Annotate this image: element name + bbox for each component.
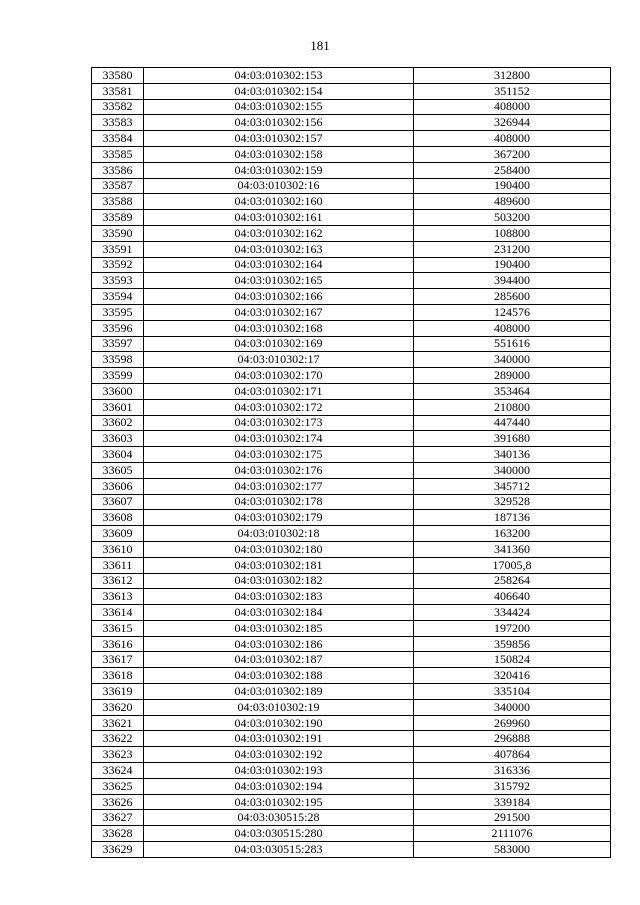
- cadastral-value-cell: 289000: [414, 368, 611, 384]
- cadastral-value-cell: 447440: [414, 415, 611, 431]
- table-row: [92, 589, 611, 605]
- cadastral-number-cell: 04:03:010302:158: [144, 146, 414, 162]
- row-number-cell: 33618: [92, 668, 144, 684]
- cadastral-value-cell: 329528: [414, 494, 611, 510]
- cadastral-value-cell: 407864: [414, 747, 611, 763]
- table-row: [92, 68, 611, 84]
- row-number-cell: 33627: [92, 810, 144, 826]
- cadastral-value-cell: 258400: [414, 162, 611, 178]
- cadastral-value-cell: 291500: [414, 810, 611, 826]
- cadastral-value-cell: 2111076: [414, 826, 611, 842]
- cadastral-number-cell: 04:03:010302:164: [144, 257, 414, 273]
- table-row: [92, 225, 611, 241]
- row-number-cell: 33603: [92, 431, 144, 447]
- row-number-cell: 33583: [92, 115, 144, 131]
- row-number-cell: 33628: [92, 826, 144, 842]
- cadastral-number-cell: 04:03:010302:170: [144, 368, 414, 384]
- row-number-cell: 33608: [92, 510, 144, 526]
- row-number-cell: 33619: [92, 684, 144, 700]
- table-row: [92, 715, 611, 731]
- cadastral-number-cell: 04:03:010302:181: [144, 557, 414, 573]
- cadastral-value-cell: 150824: [414, 652, 611, 668]
- row-number-cell: 33616: [92, 636, 144, 652]
- table-row: [92, 162, 611, 178]
- row-number-cell: 33626: [92, 794, 144, 810]
- cadastral-value-cell: 315792: [414, 778, 611, 794]
- row-number-cell: 33599: [92, 368, 144, 384]
- cadastral-value-cell: 408000: [414, 99, 611, 115]
- cadastral-value-cell: 210800: [414, 399, 611, 415]
- table-row: [92, 778, 611, 794]
- row-number-cell: 33602: [92, 415, 144, 431]
- table-row: [92, 684, 611, 700]
- cadastral-value-cell: 190400: [414, 257, 611, 273]
- cadastral-number-cell: 04:03:010302:162: [144, 225, 414, 241]
- cadastral-number-cell: 04:03:010302:161: [144, 210, 414, 226]
- row-number-cell: 33614: [92, 605, 144, 621]
- cadastral-value-cell: 345712: [414, 478, 611, 494]
- table-row: [92, 652, 611, 668]
- cadastral-number-cell: 04:03:010302:182: [144, 573, 414, 589]
- table-row: [92, 557, 611, 573]
- cadastral-value-cell: 408000: [414, 320, 611, 336]
- cadastral-number-cell: 04:03:010302:175: [144, 447, 414, 463]
- row-number-cell: 33590: [92, 225, 144, 241]
- cadastral-number-cell: 04:03:010302:177: [144, 478, 414, 494]
- table-row: [92, 620, 611, 636]
- cadastral-value-cell: 583000: [414, 842, 611, 858]
- row-number-cell: 33598: [92, 352, 144, 368]
- cadastral-value-cell: 341360: [414, 541, 611, 557]
- cadastral-value-cell: 269960: [414, 715, 611, 731]
- table-row: [92, 383, 611, 399]
- table-row: [92, 510, 611, 526]
- row-number-cell: 33600: [92, 383, 144, 399]
- row-number-cell: 33615: [92, 620, 144, 636]
- table-row: [92, 257, 611, 273]
- cadastral-number-cell: 04:03:010302:174: [144, 431, 414, 447]
- table-row: [92, 178, 611, 194]
- cadastral-number-cell: 04:03:010302:194: [144, 778, 414, 794]
- table-row: [92, 794, 611, 810]
- row-number-cell: 33604: [92, 447, 144, 463]
- table-row: [92, 194, 611, 210]
- row-number-cell: 33582: [92, 99, 144, 115]
- row-number-cell: 33609: [92, 526, 144, 542]
- table-row: [92, 336, 611, 352]
- cadastral-value-cell: 124576: [414, 304, 611, 320]
- cadastral-number-cell: 04:03:010302:169: [144, 336, 414, 352]
- table-row: [92, 131, 611, 147]
- table-row: [92, 747, 611, 763]
- table-row: [92, 810, 611, 826]
- row-number-cell: 33605: [92, 462, 144, 478]
- table-row: [92, 605, 611, 621]
- cadastral-number-cell: 04:03:010302:179: [144, 510, 414, 526]
- cadastral-value-cell: 320416: [414, 668, 611, 684]
- cadastral-number-cell: 04:03:010302:185: [144, 620, 414, 636]
- cadastral-value-cell: 391680: [414, 431, 611, 447]
- cadastral-number-cell: 04:03:010302:172: [144, 399, 414, 415]
- row-number-cell: 33613: [92, 589, 144, 605]
- cadastral-number-cell: 04:03:010302:192: [144, 747, 414, 763]
- row-number-cell: 33611: [92, 557, 144, 573]
- cadastral-value-cell: 408000: [414, 131, 611, 147]
- row-number-cell: 33606: [92, 478, 144, 494]
- row-number-cell: 33623: [92, 747, 144, 763]
- table-row: [92, 289, 611, 305]
- row-number-cell: 33596: [92, 320, 144, 336]
- cadastral-value-cell: 359856: [414, 636, 611, 652]
- row-number-cell: 33581: [92, 83, 144, 99]
- row-number-cell: 33587: [92, 178, 144, 194]
- table-row: [92, 842, 611, 858]
- cadastral-number-cell: 04:03:010302:195: [144, 794, 414, 810]
- cadastral-value-cell: 316336: [414, 763, 611, 779]
- cadastral-number-cell: 04:03:010302:157: [144, 131, 414, 147]
- cadastral-value-cell: 340136: [414, 447, 611, 463]
- cadastral-number-cell: 04:03:010302:17: [144, 352, 414, 368]
- cadastral-number-cell: 04:03:010302:19: [144, 699, 414, 715]
- cadastral-value-cell: 197200: [414, 620, 611, 636]
- row-number-cell: 33624: [92, 763, 144, 779]
- row-number-cell: 33585: [92, 146, 144, 162]
- cadastral-number-cell: 04:03:010302:153: [144, 68, 414, 84]
- row-number-cell: 33625: [92, 778, 144, 794]
- table-row: [92, 399, 611, 415]
- row-number-cell: 33597: [92, 336, 144, 352]
- table-row: [92, 478, 611, 494]
- cadastral-number-cell: 04:03:010302:165: [144, 273, 414, 289]
- table-row: [92, 573, 611, 589]
- row-number-cell: 33593: [92, 273, 144, 289]
- table-row: [92, 763, 611, 779]
- cadastral-number-cell: 04:03:030515:283: [144, 842, 414, 858]
- cadastral-value-cell: 258264: [414, 573, 611, 589]
- table-row: [92, 494, 611, 510]
- row-number-cell: 33594: [92, 289, 144, 305]
- row-number-cell: 33622: [92, 731, 144, 747]
- cadastral-number-cell: 04:03:010302:193: [144, 763, 414, 779]
- table-row: [92, 210, 611, 226]
- cadastral-value-cell: 334424: [414, 605, 611, 621]
- cadastral-value-cell: 231200: [414, 241, 611, 257]
- row-number-cell: 33589: [92, 210, 144, 226]
- row-number-cell: 33595: [92, 304, 144, 320]
- table-row: [92, 526, 611, 542]
- cadastral-value-cell: 340000: [414, 462, 611, 478]
- cadastral-value-table: [91, 67, 611, 858]
- row-number-cell: 33591: [92, 241, 144, 257]
- cadastral-value-cell: 367200: [414, 146, 611, 162]
- page-number: 181: [310, 38, 330, 53]
- cadastral-value-cell: 17005,8: [414, 557, 611, 573]
- table-row: [92, 115, 611, 131]
- table-row: [92, 304, 611, 320]
- cadastral-number-cell: 04:03:010302:156: [144, 115, 414, 131]
- cadastral-value-cell: 312800: [414, 68, 611, 84]
- cadastral-number-cell: 04:03:010302:176: [144, 462, 414, 478]
- cadastral-value-cell: 551616: [414, 336, 611, 352]
- table-row: [92, 699, 611, 715]
- cadastral-number-cell: 04:03:010302:159: [144, 162, 414, 178]
- row-number-cell: 33621: [92, 715, 144, 731]
- row-number-cell: 33580: [92, 68, 144, 84]
- table-row: [92, 146, 611, 162]
- cadastral-value-cell: 340000: [414, 699, 611, 715]
- table-row: [92, 668, 611, 684]
- table-row: [92, 83, 611, 99]
- cadastral-number-cell: 04:03:010302:183: [144, 589, 414, 605]
- cadastral-value-cell: 187136: [414, 510, 611, 526]
- cadastral-number-cell: 04:03:010302:186: [144, 636, 414, 652]
- cadastral-value-cell: 285600: [414, 289, 611, 305]
- row-number-cell: 33586: [92, 162, 144, 178]
- cadastral-value-cell: 339184: [414, 794, 611, 810]
- cadastral-value-cell: 503200: [414, 210, 611, 226]
- cadastral-number-cell: 04:03:010302:191: [144, 731, 414, 747]
- cadastral-number-cell: 04:03:010302:166: [144, 289, 414, 305]
- cadastral-value-cell: 489600: [414, 194, 611, 210]
- row-number-cell: 33617: [92, 652, 144, 668]
- row-number-cell: 33592: [92, 257, 144, 273]
- table-row: [92, 826, 611, 842]
- table-row: [92, 99, 611, 115]
- cadastral-number-cell: 04:03:010302:171: [144, 383, 414, 399]
- cadastral-number-cell: 04:03:010302:173: [144, 415, 414, 431]
- row-number-cell: 33612: [92, 573, 144, 589]
- row-number-cell: 33601: [92, 399, 144, 415]
- table-row: [92, 241, 611, 257]
- cadastral-number-cell: 04:03:010302:190: [144, 715, 414, 731]
- cadastral-number-cell: 04:03:010302:184: [144, 605, 414, 621]
- cadastral-number-cell: 04:03:030515:28: [144, 810, 414, 826]
- table-row: [92, 415, 611, 431]
- cadastral-number-cell: 04:03:010302:187: [144, 652, 414, 668]
- table-row: [92, 431, 611, 447]
- cadastral-value-cell: 406640: [414, 589, 611, 605]
- table-row: [92, 368, 611, 384]
- cadastral-number-cell: 04:03:010302:188: [144, 668, 414, 684]
- row-number-cell: 33584: [92, 131, 144, 147]
- cadastral-number-cell: 04:03:010302:154: [144, 83, 414, 99]
- cadastral-number-cell: 04:03:030515:280: [144, 826, 414, 842]
- row-number-cell: 33620: [92, 699, 144, 715]
- table-row: [92, 447, 611, 463]
- cadastral-number-cell: 04:03:010302:18: [144, 526, 414, 542]
- table-row: [92, 352, 611, 368]
- cadastral-value-cell: 326944: [414, 115, 611, 131]
- table-row: [92, 273, 611, 289]
- table-row: [92, 541, 611, 557]
- cadastral-number-cell: 04:03:010302:16: [144, 178, 414, 194]
- table-row: [92, 636, 611, 652]
- table-row: [92, 320, 611, 336]
- cadastral-value-cell: 190400: [414, 178, 611, 194]
- row-number-cell: 33588: [92, 194, 144, 210]
- cadastral-value-cell: 340000: [414, 352, 611, 368]
- row-number-cell: 33610: [92, 541, 144, 557]
- cadastral-number-cell: 04:03:010302:155: [144, 99, 414, 115]
- cadastral-number-cell: 04:03:010302:160: [144, 194, 414, 210]
- cadastral-number-cell: 04:03:010302:167: [144, 304, 414, 320]
- cadastral-value-cell: 296888: [414, 731, 611, 747]
- cadastral-value-cell: 351152: [414, 83, 611, 99]
- cadastral-number-cell: 04:03:010302:178: [144, 494, 414, 510]
- cadastral-number-cell: 04:03:010302:189: [144, 684, 414, 700]
- cadastral-value-cell: 163200: [414, 526, 611, 542]
- cadastral-value-cell: 335104: [414, 684, 611, 700]
- table-body: [92, 68, 611, 858]
- cadastral-value-cell: 353464: [414, 383, 611, 399]
- cadastral-value-cell: 394400: [414, 273, 611, 289]
- table-row: [92, 731, 611, 747]
- row-number-cell: 33607: [92, 494, 144, 510]
- cadastral-value-cell: 108800: [414, 225, 611, 241]
- cadastral-number-cell: 04:03:010302:163: [144, 241, 414, 257]
- cadastral-number-cell: 04:03:010302:180: [144, 541, 414, 557]
- cadastral-number-cell: 04:03:010302:168: [144, 320, 414, 336]
- table-row: [92, 462, 611, 478]
- row-number-cell: 33629: [92, 842, 144, 858]
